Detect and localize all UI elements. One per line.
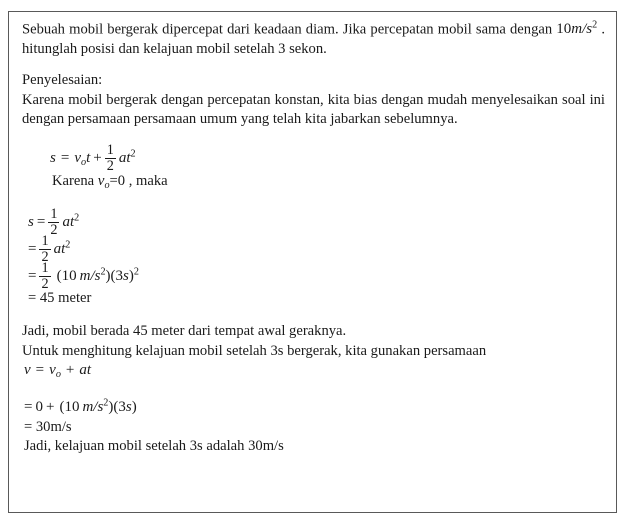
fraction-one-half: $\frac{1}{2}$: [41, 260, 49, 292]
result-position: = 45 meter: [28, 289, 92, 306]
velocity-substituted-math: = 0 + (10 $m/s^2)(3s)$: [24, 398, 137, 416]
initial-velocity-symbol: $v_o$: [97, 172, 110, 191]
document-text-box: [8, 11, 617, 513]
velocity-intro: Untuk menghitung kelajuan mobil setelah 3s bergerak, kita gunakan persamaan: [22, 342, 487, 359]
conclusion-velocity: Jadi, kelajuan mobil setelah 3s adalah 30m/s: [24, 438, 284, 455]
derivation-line-2: [22, 233, 605, 265]
derivation-line-2-math: = $\frac{1}{2}$ $at^2$: [28, 233, 71, 265]
problem-statement-paragraph: [22, 18, 605, 59]
derivation-line-1-math: s = $\frac{1}{2}$ $at^2$: [28, 206, 80, 238]
spacer: [22, 308, 605, 322]
formula-velocity-math: $v = v_o$ + at: [24, 362, 92, 380]
formula-velocity: [22, 361, 605, 387]
result-velocity: = 30m/s: [24, 418, 72, 435]
spacer: [22, 194, 605, 208]
fraction-one-half: $\frac{1}{2}$: [50, 206, 58, 238]
derivation-line-3-substituted: [22, 260, 605, 292]
problem-statement-text: Sebuah mobil bergerak dipercepat dari keadaan diam. Jika percepatan mobil sama dengan: [22, 21, 557, 38]
spacer: [22, 387, 605, 396]
derivation-line-3-math: = $\frac{1}{2}$ (10 $m/s^2)(3s)^2$: [28, 260, 139, 292]
fraction-one-half: $\frac{1}{2}$: [106, 142, 114, 174]
spacer: [22, 59, 605, 71]
fraction-one-half: $\frac{1}{2}$: [41, 233, 49, 265]
note-initial-velocity: Karena $v_o=0$ , maka: [52, 172, 168, 191]
derivation-line-1: [22, 206, 605, 238]
formula-general-position-math: $s = v_ot$ + $\frac{1}{2}$ $at^2$: [50, 142, 136, 174]
solution-heading: Penyelesaian:: [22, 72, 103, 89]
acceleration-value: $10m/s^2$: [556, 20, 598, 38]
problem-statement-tail: . hitunglah posisi dan kelajuan mobil setelah 3 sekon.: [22, 21, 606, 57]
formula-general-position: [22, 144, 605, 172]
velocity-substituted: [22, 396, 605, 418]
solution-paragraph: Karena mobil bergerak dengan percepatan konstan, kita bias dengan mudah menyelesaikan soal ini dengan persamaan persamaan umum yang telah kita jabarkan sebelumnya.: [22, 91, 605, 128]
conclusion-position: Jadi, mobil berada 45 meter dari tempat awal geraknya.: [22, 323, 347, 340]
